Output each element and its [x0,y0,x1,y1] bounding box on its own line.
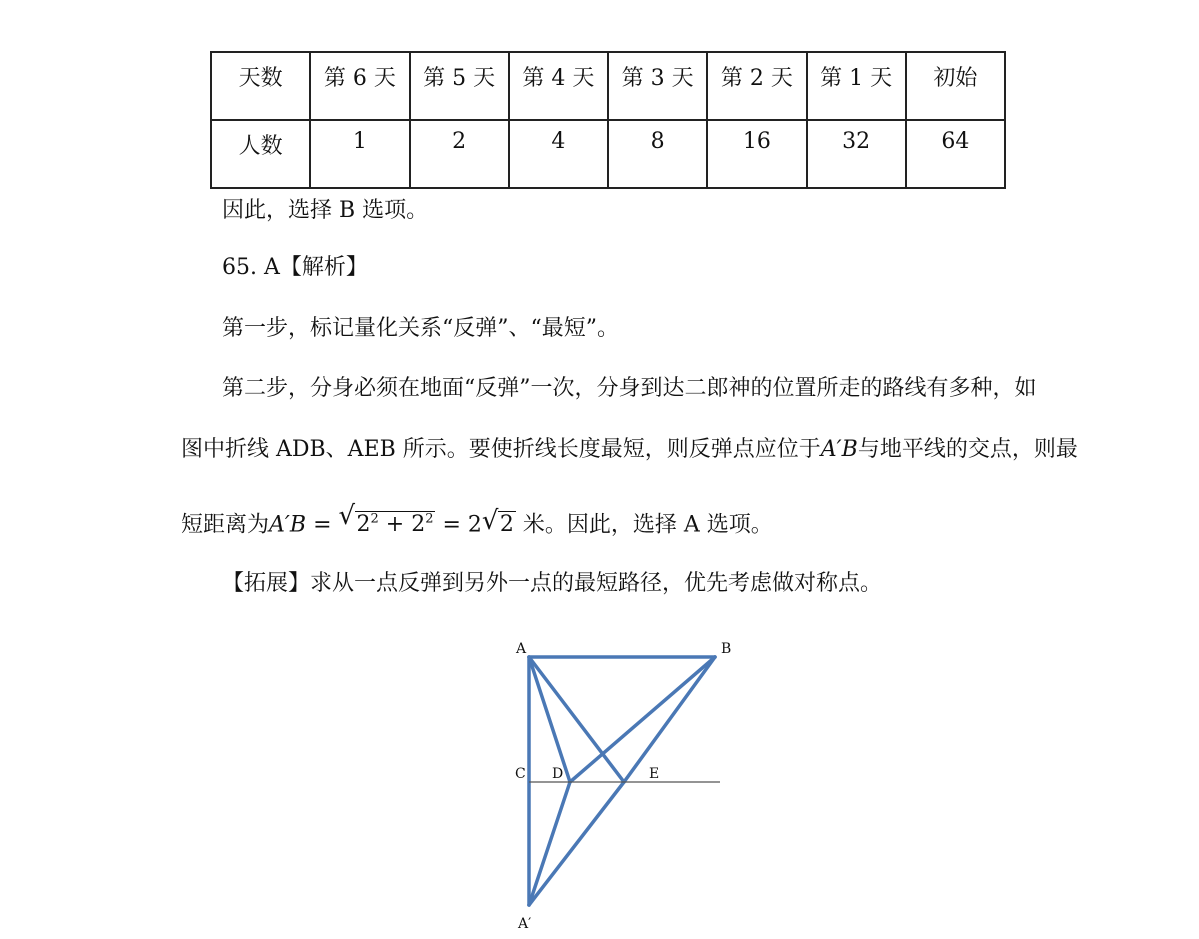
table-cell: 第 3 天 [608,52,707,120]
table-cell: 1 [310,120,409,188]
extension-text: 【拓展】求从一点反弹到另外一点的最短路径，优先考虑做对称点。 [222,571,883,596]
label-d: D [552,766,564,782]
label-a-prime: A′ [518,916,532,932]
line-d-aprime [529,782,570,905]
table-header-row [211,52,1005,120]
step3-prefix: 短距离为 [181,512,270,538]
step3-suffix: 米。因此，选择 A 选项。 [515,512,773,538]
conclusion-text: 因此，选择 B 选项。 [222,198,429,223]
label-a: A [516,641,527,657]
line-e-aprime [529,782,624,905]
line-a-d [529,657,570,782]
table-cell: 4 [509,120,608,188]
math-rad-b: 2 [411,512,426,538]
table-cell: 16 [707,120,806,188]
reflection-diagram [500,630,750,935]
table-cell: 天数 [211,52,310,120]
table-cell: 32 [807,120,906,188]
step1-text: 第一步，标记量化关系“反弹”、“最短”。 [222,316,619,341]
table-row [211,120,1005,188]
step2-text-b: 与地平线的交点，则最 [857,437,1078,462]
table-cell: 第 4 天 [509,52,608,120]
math-lhs: A′B [269,512,307,538]
label-e: E [649,766,660,782]
table-cell: 2 [410,120,509,188]
table-cell: 第 2 天 [707,52,806,120]
math-plus: + [378,512,412,538]
math-rad-a: 2 [356,512,371,538]
table-cell: 初始 [906,52,1005,120]
radical-sign: √ [338,501,356,531]
line-e-b [624,657,715,782]
math-aprime-b: A′B [820,437,858,462]
table-cell: 第 1 天 [807,52,906,120]
table-cell: 64 [906,120,1005,188]
radical-sign: √ [481,506,499,537]
table-cell: 人数 [211,120,310,188]
label-b: B [721,641,732,657]
question-heading: 65. A【解析】 [222,255,368,280]
table-cell: 第 5 天 [410,52,509,120]
step2-line1: 第二步，分身必须在地面“反弹”一次，分身到达二郎神的位置所走的路线有多种，如 [222,376,1037,401]
line-a-e [529,657,624,782]
table-cell: 第 6 天 [310,52,409,120]
math-result-coef: = 2 [435,512,482,538]
step2-text-a: 图中折线 ADB、AEB 所示。要使折线长度最短，则反弹点应位于 [181,437,821,462]
days-people-table [210,51,1006,189]
step2-line2 [181,435,1078,465]
line-d-b [570,657,715,782]
math-sup-b: 2 [425,512,434,527]
math-sqrt-result [481,506,516,540]
table-cell: 8 [608,120,707,188]
math-sqrt-expression [338,501,436,540]
math-result-rad: 2 [499,512,514,538]
label-c: C [515,766,526,782]
math-eq: = [306,512,339,538]
step3-line [181,501,773,540]
math-sup-a: 2 [370,512,379,527]
